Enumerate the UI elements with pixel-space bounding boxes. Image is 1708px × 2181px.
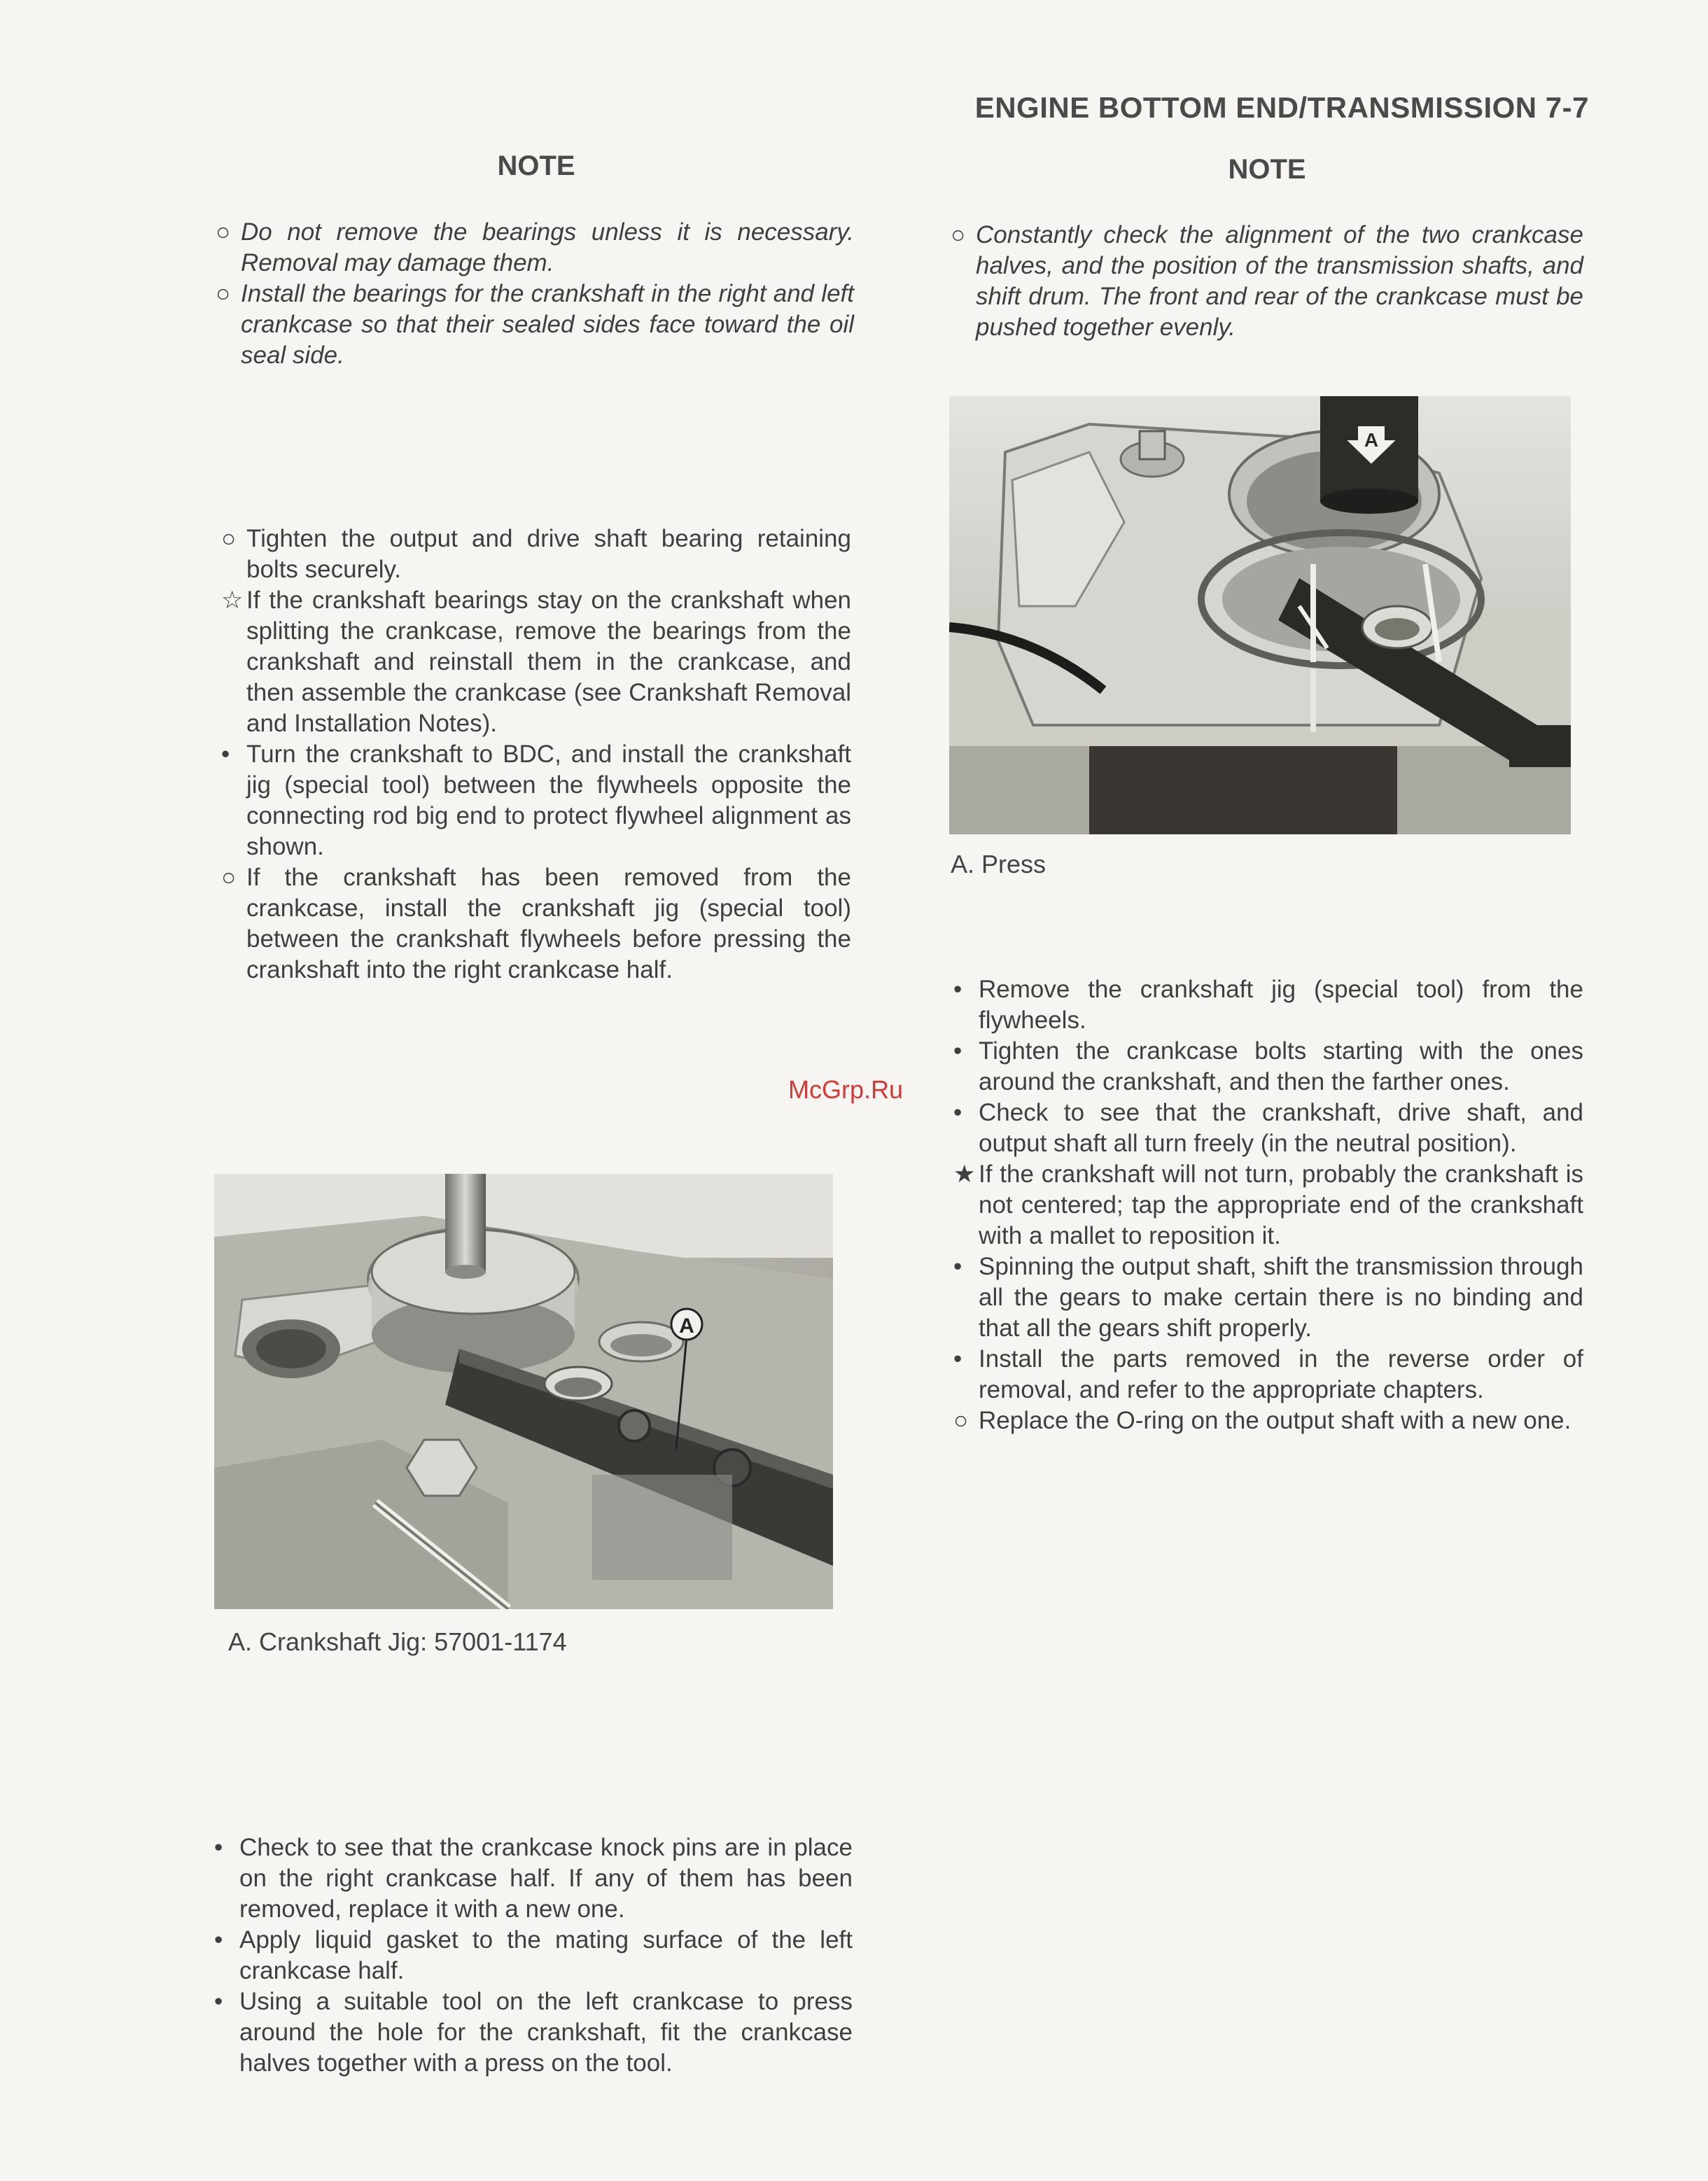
item-marker: ○ — [221, 864, 237, 891]
list-item — [216, 217, 854, 279]
list-item — [951, 220, 1583, 343]
press-illustration — [949, 396, 1571, 834]
right-figure-caption: A. Press — [951, 850, 1046, 878]
item-text: Do not remove the bearings unless it is necessary. Removal may damage them. — [241, 218, 854, 276]
item-marker: • — [221, 741, 230, 768]
item-text: Replace the O-ring on the output shaft with a new one. — [979, 1407, 1572, 1434]
list-item — [216, 279, 854, 371]
item-marker: ○ — [216, 280, 231, 307]
list-item — [221, 739, 851, 862]
press-photo — [949, 396, 1571, 834]
left-note-heading: NOTE — [497, 150, 575, 181]
list-item — [221, 585, 851, 739]
item-marker: • — [214, 1926, 223, 1954]
item-marker: • — [953, 1253, 962, 1280]
item-marker: • — [214, 1988, 223, 2015]
item-text: If the crankshaft will not turn, probably the crankshaft is not centered; tap the appropriate end of the crankshaft with a mallet to reposition it. — [979, 1160, 1583, 1249]
item-text: If the crankshaft bearings stay on the crankshaft when splitting the crankcase, remove the bearings from the crankshaft and reinstall them in the crankcase, and then assemble the crankcase (see Crankshaft Removal and Installation Notes). — [246, 587, 851, 737]
item-text: Check to see that the crankshaft, drive shaft, and output shaft all turn freely (in the neutral position). — [979, 1099, 1583, 1157]
list-item — [221, 524, 851, 585]
right-note-list — [951, 220, 1583, 343]
item-text: If the crankshaft has been removed from the crankcase, install the crankshaft jig (special tool) between the crankshaft flywheels before pressing the crankshaft into the right crankcase half. — [246, 864, 851, 983]
item-marker: ☆ — [221, 587, 244, 614]
crankshaft-jig-illustration — [214, 1174, 833, 1609]
item-marker: ○ — [951, 221, 966, 248]
item-marker: • — [953, 976, 962, 1003]
list-item — [953, 1344, 1583, 1405]
list-item — [214, 1832, 853, 1925]
list-item — [953, 1036, 1583, 1097]
figure-callout-label: A — [679, 1314, 694, 1338]
item-text: Check to see that the crankcase knock pins are in place on the right crankcase half. If any of them has been removed, replace it with a new one. — [239, 1834, 853, 1923]
item-marker: ○ — [221, 525, 237, 552]
item-marker: • — [953, 1345, 962, 1373]
watermark: McGrp.Ru — [788, 1075, 904, 1104]
left-figure-caption: A. Crankshaft Jig: 57001-1174 — [228, 1627, 567, 1656]
list-item — [214, 1986, 853, 2079]
list-item — [953, 1097, 1583, 1159]
left-bottom-steps-list — [214, 1832, 853, 2079]
left-steps-list — [221, 524, 851, 986]
item-text: Apply liquid gasket to the mating surface of the left crankcase half. — [239, 1926, 853, 1984]
list-item — [221, 862, 851, 986]
page-header: ENGINE BOTTOM END/TRANSMISSION 7-7 — [974, 91, 1589, 124]
list-item — [214, 1925, 853, 1986]
item-marker: ○ — [953, 1407, 969, 1434]
item-text: Constantly check the alignment of the two crankcase halves, and the position of the transmission shafts, and shift drum. The front and rear of the crankcase must be pushed together evenly. — [976, 221, 1583, 341]
item-text: Tighten the output and drive shaft bearing retaining bolts securely. — [246, 525, 851, 583]
right-note-heading: NOTE — [1228, 154, 1306, 185]
item-marker: • — [214, 1834, 223, 1861]
list-item — [953, 1251, 1583, 1344]
item-marker: • — [953, 1037, 962, 1065]
item-text: Turn the crankshaft to BDC, and install the crankshaft jig (special tool) between the flywheels opposite the connecting rod big end to protect flywheel alignment as shown. — [246, 741, 851, 860]
crankshaft-jig-photo — [214, 1174, 833, 1609]
item-text: Remove the crankshaft jig (special tool) from the flywheels. — [979, 976, 1583, 1034]
list-item — [953, 974, 1583, 1036]
item-marker: ★ — [953, 1160, 976, 1188]
item-text: Using a suitable tool on the left crankcase to press around the hole for the crankshaft, fit the crankcase halves together with a press on the tool. — [239, 1988, 853, 2077]
left-note-list — [216, 217, 854, 371]
item-marker: ○ — [216, 218, 231, 246]
list-item — [953, 1159, 1583, 1251]
list-item — [953, 1405, 1583, 1436]
item-text: Install the parts removed in the reverse order of removal, and refer to the appropriate chapters. — [979, 1345, 1583, 1403]
item-text: Install the bearings for the crankshaft in the right and left crankcase so that their sealed sides face toward the oil seal side. — [241, 280, 854, 369]
item-text: Spinning the output shaft, shift the transmission through all the gears to make certain there is no binding and that all the gears shift properly. — [979, 1253, 1583, 1342]
item-text: Tighten the crankcase bolts starting with the ones around the crankshaft, and then the farther ones. — [979, 1037, 1583, 1095]
right-steps-list — [953, 974, 1583, 1436]
figure-callout-label: A — [1364, 429, 1379, 451]
item-marker: • — [953, 1099, 962, 1126]
